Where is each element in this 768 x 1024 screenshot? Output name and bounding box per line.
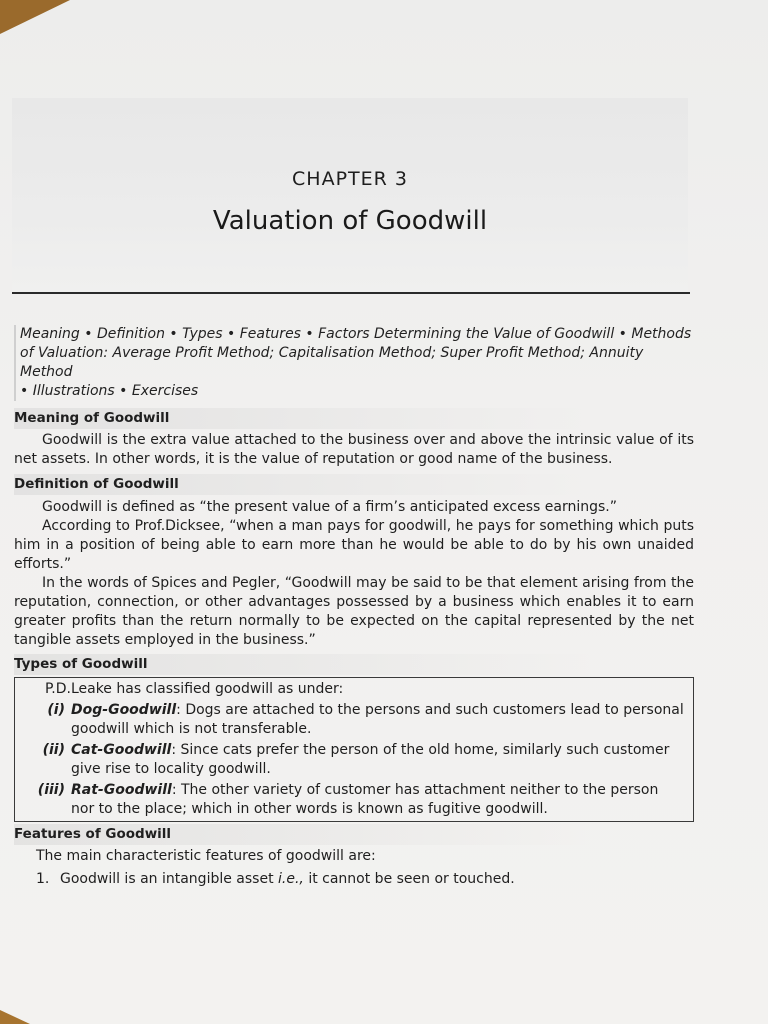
- chapter-header-band: [12, 98, 688, 294]
- section-heading-features: Features of Goodwill: [14, 824, 694, 845]
- contents-line: of Valuation: Average Profit Method; Capitalisation Method; Super Profit Method; Annuity Method: [20, 345, 644, 380]
- definition-paragraph: Goodwill is defined as “the present value of a firm’s anticipated excess earnings.”: [42, 499, 618, 515]
- type-name: Cat-Goodwill: [71, 742, 172, 758]
- list-item: [23, 781, 685, 819]
- list-item-text: [71, 781, 685, 819]
- page-corner-shadow: [0, 0, 70, 34]
- section-heading-types: Types of Goodwill: [14, 654, 694, 675]
- list-item: [23, 701, 685, 739]
- feature-text-italic: i.e.,: [278, 871, 304, 887]
- list-item-text: [60, 870, 515, 889]
- list-item-text: [71, 741, 685, 779]
- section-heading-meaning: Meaning of Goodwill: [14, 408, 694, 429]
- contents-line: Meaning • Definition • Types • Features • Factors Determining the Value of Goodwill • Methods: [20, 326, 692, 342]
- list-item-number: (i): [47, 702, 65, 718]
- chapter-contents: [14, 325, 692, 401]
- types-intro: P.D.Leake has classified goodwill as under:: [45, 681, 344, 697]
- chapter-title-rule: [12, 292, 690, 294]
- type-description: : Dogs are attached to the persons and such customers lead to personal goodwill which is not transferable.: [71, 702, 684, 737]
- feature-text: Goodwill is an intangible asset: [60, 871, 279, 887]
- feature-text: it cannot be seen or touched.: [303, 871, 515, 887]
- definition-paragraph: According to Prof.Dicksee, “when a man pays for goodwill, he pays for something which puts him in a position of being able to earn more than he would be able to do by his own unaided efforts.”: [14, 518, 694, 572]
- features-intro: The main characteristic features of goodwill are:: [36, 848, 376, 864]
- type-description: : Since cats prefer the person of the old home, similarly such customer give rise to locality goodwill.: [71, 742, 670, 777]
- list-item: [14, 870, 694, 889]
- list-item: [23, 741, 685, 779]
- type-name: Dog-Goodwill: [71, 702, 177, 718]
- meaning-paragraph: Goodwill is the extra value attached to the business over and above the intrinsic value of its net assets. In other words, it is the value of reputation or good name of the business.: [14, 432, 694, 467]
- section-heading-definition: Definition of Goodwill: [14, 474, 694, 495]
- contents-line: • Illustrations • Exercises: [20, 383, 199, 399]
- types-box: [14, 677, 694, 822]
- chapter-title: Valuation of Goodwill: [212, 206, 488, 236]
- list-item-number: 1.: [36, 871, 50, 887]
- type-description: : The other variety of customer has attachment neither to the person nor to the place; which in other words is known as fugitive goodwill.: [71, 782, 659, 817]
- page-corner-shadow-bottom: [0, 1010, 30, 1024]
- chapter-body: [14, 406, 694, 889]
- definition-paragraph: In the words of Spices and Pegler, “Goodwill may be said to be that element arising from the reputation, connection, or other advantages possessed by a business which enables it to earn greater profits than the return normally to be expected on the capital represented by the net tangible assets employed in the business.”: [14, 575, 694, 648]
- list-item-text: [71, 701, 685, 739]
- list-item-number: (ii): [42, 742, 65, 758]
- list-item-number: (iii): [37, 782, 65, 798]
- type-name: Rat-Goodwill: [71, 782, 172, 798]
- chapter-label: CHAPTER 3: [292, 168, 408, 190]
